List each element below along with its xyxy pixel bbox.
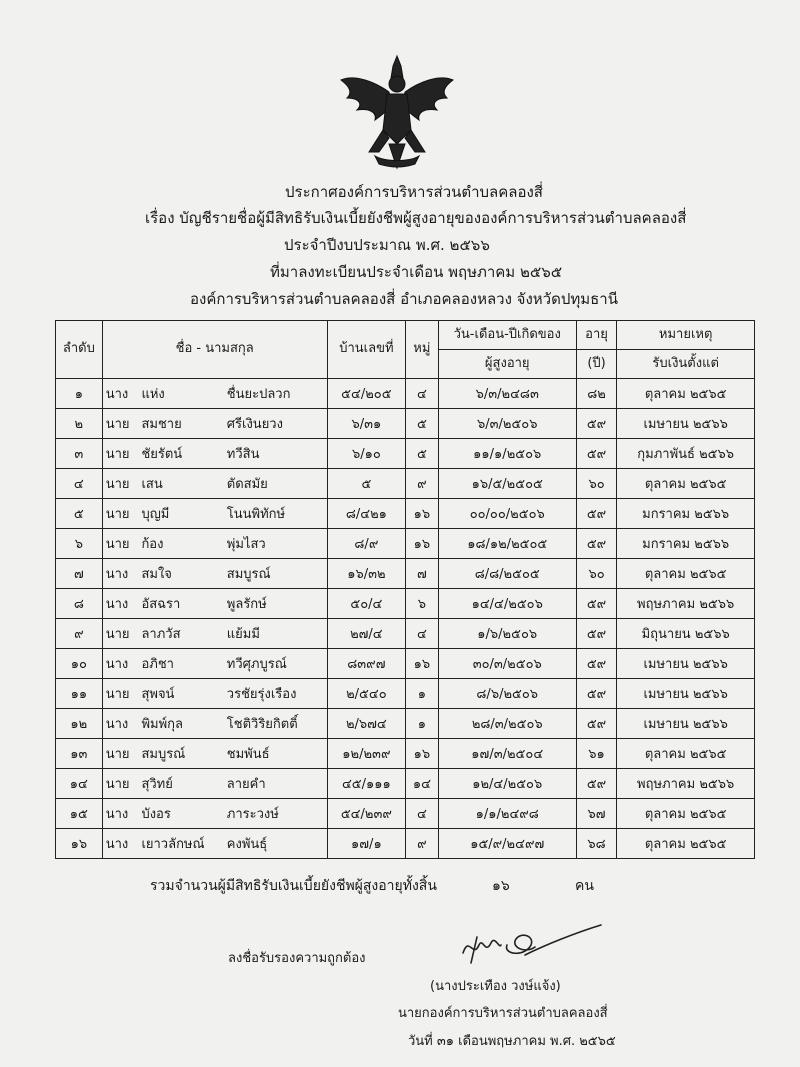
cell-title: นาย (102, 619, 138, 649)
cell-no: ๙ (56, 619, 103, 649)
cell-title: นาย (102, 769, 138, 799)
table-row (56, 589, 755, 619)
cell-no: ๑๖ (56, 829, 103, 859)
cell-age: ๕๙ (576, 649, 617, 679)
cell-dob: ๒๘/๓/๒๕๐๖ (438, 709, 576, 739)
cell-remark: ตุลาคม ๒๕๖๕ (617, 739, 755, 769)
header-fiscal-year: ประจำปีงบประมาณ พ.ศ. ๒๕๖๖ (284, 236, 490, 254)
col-age-header: อายุ (576, 321, 617, 350)
cell-remark: ตุลาคม ๒๕๖๕ (617, 799, 755, 829)
cell-remark: กุมภาพันธ์ ๒๕๖๖ (617, 439, 755, 469)
cell-moo: ๑๖ (406, 499, 439, 529)
cell-first-name: เยาวลักษณ์ (138, 829, 223, 859)
table-row (56, 679, 755, 709)
cell-remark: มกราคม ๒๕๖๖ (617, 499, 755, 529)
cell-no: ๔ (56, 469, 103, 499)
summary-unit: คน (575, 878, 594, 894)
cell-no: ๑ (56, 379, 103, 409)
cell-title: นาย (102, 439, 138, 469)
cell-title: นาย (102, 529, 138, 559)
cell-moo: ๑๖ (406, 739, 439, 769)
col-remark-header: หมายเหตุ (617, 321, 755, 350)
cell-age: ๕๙ (576, 499, 617, 529)
cell-dob: ๖/๓/๒๔๘๓ (438, 379, 576, 409)
cell-dob: ๑๕/๙/๒๔๙๗ (438, 829, 576, 859)
cell-last-name: โชติวิริยกิตติ์ (224, 709, 327, 739)
table-row (56, 469, 755, 499)
table-body (56, 379, 755, 859)
cell-title: นาง (102, 829, 138, 859)
cell-title: นาง (102, 559, 138, 589)
cell-remark: เมษายน ๒๕๖๖ (617, 649, 755, 679)
col-age-header-2: (ปี) (576, 350, 617, 379)
cell-title: นาง (102, 589, 138, 619)
cell-house-no: ๖/๓๑ (327, 409, 405, 439)
cell-age: ๕๙ (576, 709, 617, 739)
cell-last-name: คงพันธุ์ (224, 829, 327, 859)
cell-dob: ๑๗/๓/๒๕๐๔ (438, 739, 576, 769)
table-row (56, 709, 755, 739)
cell-dob: ๑/๑/๒๔๙๘ (438, 799, 576, 829)
cell-title: นาง (102, 799, 138, 829)
cell-moo: ๕ (406, 409, 439, 439)
cell-last-name: ทวีสิน (224, 439, 327, 469)
signature-date: วันที่ ๓๑ เดือนพฤษภาคม พ.ศ. ๒๕๖๕ (408, 1034, 616, 1049)
cell-no: ๑๔ (56, 769, 103, 799)
header-subject: เรื่อง บัญชีรายชื่อผู้มีสิทธิรับเงินเบี้ยยังชีพผู้สูงอายุขององค์การบริหารส่วนตำบลคลองสี่ (145, 209, 687, 227)
cell-last-name: โนนพิทักษ์ (224, 499, 327, 529)
cell-dob: ๖/๓/๒๕๐๖ (438, 409, 576, 439)
table-row (56, 529, 755, 559)
cell-last-name: ลายคำ (224, 769, 327, 799)
cell-house-no: ๔๕/๑๑๑ (327, 769, 405, 799)
cell-no: ๑๓ (56, 739, 103, 769)
table-row (56, 379, 755, 409)
cell-moo: ๑ (406, 709, 439, 739)
cell-first-name: แห่ง (138, 379, 223, 409)
cell-title: นาย (102, 409, 138, 439)
cell-no: ๖ (56, 529, 103, 559)
cell-first-name: อัสฉรา (138, 589, 223, 619)
cell-no: ๘ (56, 589, 103, 619)
cell-last-name: วรชัยรุ่งเรือง (224, 679, 327, 709)
cell-moo: ๑ (406, 679, 439, 709)
cell-first-name: สมใจ (138, 559, 223, 589)
cell-moo: ๑๖ (406, 649, 439, 679)
cell-age: ๖๗ (576, 799, 617, 829)
col-moo-header: หมู่ (406, 321, 439, 379)
cell-house-no: ๕ (327, 469, 405, 499)
garuda-emblem-icon (335, 52, 460, 170)
cell-title: นาย (102, 679, 138, 709)
table-row (56, 739, 755, 769)
cell-remark: ตุลาคม ๒๕๖๕ (617, 469, 755, 499)
cell-no: ๒ (56, 409, 103, 439)
cell-house-no: ๕๔/๒๐๕ (327, 379, 405, 409)
table-row (56, 439, 755, 469)
cell-house-no: ๑๒/๒๓๙ (327, 739, 405, 769)
cell-no: ๑๐ (56, 649, 103, 679)
cell-dob: ๑๒/๔/๒๕๐๖ (438, 769, 576, 799)
cell-first-name: สมบูรณ์ (138, 739, 223, 769)
cell-last-name: ชมพันธ์ (224, 739, 327, 769)
cell-first-name: บุญมี (138, 499, 223, 529)
col-dob-header-2: ผู้สูงอายุ (438, 350, 576, 379)
cell-no: ๑๕ (56, 799, 103, 829)
cell-house-no: ๒๗/๔ (327, 619, 405, 649)
cell-age: ๖๐ (576, 469, 617, 499)
header-location: องค์การบริหารส่วนตำบลคลองสี่ อำเภอคลองหลวง จังหวัดปทุมธานี (190, 290, 618, 308)
cell-last-name: ศรีเงินยวง (224, 409, 327, 439)
cell-remark: พฤษภาคม ๒๕๖๖ (617, 769, 755, 799)
table-header-row (56, 321, 755, 350)
cell-house-no: ๑๗/๑ (327, 829, 405, 859)
cell-no: ๗ (56, 559, 103, 589)
cell-title: นาง (102, 709, 138, 739)
cell-no: ๓ (56, 439, 103, 469)
cell-remark: เมษายน ๒๕๖๖ (617, 679, 755, 709)
cell-remark: พฤษภาคม ๒๕๖๖ (617, 589, 755, 619)
cell-moo: ๕ (406, 439, 439, 469)
cell-title: นาง (102, 649, 138, 679)
cell-last-name: ตัดสมัย (224, 469, 327, 499)
cell-remark: เมษายน ๒๕๖๖ (617, 409, 755, 439)
cell-dob: ๑๔/๔/๒๕๐๖ (438, 589, 576, 619)
cell-first-name: สุวิทย์ (138, 769, 223, 799)
cell-first-name: อภิชา (138, 649, 223, 679)
cell-last-name: พุ่มไสว (224, 529, 327, 559)
cell-house-no: ๕๔/๒๓๙ (327, 799, 405, 829)
cell-last-name: แย้มมี (224, 619, 327, 649)
table-row (56, 409, 755, 439)
cell-moo: ๑๖ (406, 529, 439, 559)
cell-no: ๑๑ (56, 679, 103, 709)
table-row (56, 829, 755, 859)
cell-no: ๕ (56, 499, 103, 529)
cell-age: ๕๙ (576, 589, 617, 619)
cell-moo: ๙ (406, 469, 439, 499)
header-org-title: ประกาศองค์การบริหารส่วนตำบลคลองสี่ (285, 183, 543, 201)
table-row (56, 499, 755, 529)
cell-first-name: พิมพ์กุล (138, 709, 223, 739)
cell-house-no: ๒/๕๔๐ (327, 679, 405, 709)
cell-remark: มกราคม ๒๕๖๖ (617, 529, 755, 559)
cell-age: ๕๙ (576, 409, 617, 439)
col-name-header: ชื่อ - นามสกุล (102, 321, 327, 379)
cell-no: ๑๒ (56, 709, 103, 739)
cell-last-name: ชื่นยะปลวก (224, 379, 327, 409)
col-remark-header-2: รับเงินตั้งแต่ (617, 350, 755, 379)
cell-age: ๕๙ (576, 679, 617, 709)
cell-age: ๖๘ (576, 829, 617, 859)
cell-title: นาง (102, 379, 138, 409)
cell-house-no: ๕๐/๔ (327, 589, 405, 619)
table-row (56, 649, 755, 679)
cell-age: ๖๑ (576, 739, 617, 769)
cell-moo: ๔ (406, 799, 439, 829)
summary-count: ๑๖ (492, 878, 510, 894)
table-row (56, 799, 755, 829)
cell-moo: ๔ (406, 379, 439, 409)
table-row (56, 559, 755, 589)
table-row (56, 619, 755, 649)
cell-first-name: ลาภวัส (138, 619, 223, 649)
cell-remark: เมษายน ๒๕๖๖ (617, 709, 755, 739)
cell-age: ๕๙ (576, 619, 617, 649)
cell-dob: ๑/๖/๒๕๐๖ (438, 619, 576, 649)
cell-dob: ๑๖/๕/๒๕๐๕ (438, 469, 576, 499)
cell-house-no: ๘๓๙๗ (327, 649, 405, 679)
cell-house-no: ๖/๑๐ (327, 439, 405, 469)
cell-dob: ๘/๖/๒๕๐๖ (438, 679, 576, 709)
cell-first-name: บังอร (138, 799, 223, 829)
cell-moo: ๔ (406, 619, 439, 649)
beneficiary-table (55, 320, 755, 859)
cell-age: ๕๙ (576, 439, 617, 469)
col-dob-header: วัน-เดือน-ปีเกิดของ (438, 321, 576, 350)
cell-last-name: ภาระวงษ์ (224, 799, 327, 829)
cell-first-name: สมชาย (138, 409, 223, 439)
cell-last-name: ทวีศุภบูรณ์ (224, 649, 327, 679)
cell-remark: ตุลาคม ๒๕๖๕ (617, 829, 755, 859)
header-registration-month: ที่มาลงทะเบียนประจำเดือน พฤษภาคม ๒๕๖๕ (270, 263, 563, 281)
cell-age: ๕๙ (576, 529, 617, 559)
cell-title: นาย (102, 739, 138, 769)
cell-moo: ๗ (406, 559, 439, 589)
cell-first-name: สุพจน์ (138, 679, 223, 709)
handwritten-signature-icon (455, 915, 605, 970)
cell-house-no: ๒/๖๗๔ (327, 709, 405, 739)
cell-age: ๖๐ (576, 559, 617, 589)
cell-title: นาย (102, 469, 138, 499)
signer-position: นายกองค์การบริหารส่วนตำบลคลองสี่ (398, 1006, 608, 1021)
cell-moo: ๑๔ (406, 769, 439, 799)
cell-dob: ๑๘/๑๒/๒๕๐๕ (438, 529, 576, 559)
table-row (56, 769, 755, 799)
cell-age: ๘๒ (576, 379, 617, 409)
cell-house-no: ๘/๙ (327, 529, 405, 559)
cell-title: นาย (102, 499, 138, 529)
cell-house-no: ๘/๔๒๑ (327, 499, 405, 529)
cell-remark: ตุลาคม ๒๕๖๕ (617, 379, 755, 409)
cell-dob: ๓๐/๓/๒๕๐๖ (438, 649, 576, 679)
cell-dob: ๑๑/๑/๒๕๐๖ (438, 439, 576, 469)
signer-name: (นางประเทือง วงษ์แจ้ง) (430, 979, 561, 994)
cell-dob: ๐๐/๐๐/๒๕๐๖ (438, 499, 576, 529)
col-house-header: บ้านเลขที่ (327, 321, 405, 379)
cell-first-name: ชัยรัตน์ (138, 439, 223, 469)
cell-first-name: เสน (138, 469, 223, 499)
summary-label: รวมจำนวนผู้มีสิทธิรับเงินเบี้ยยังชีพผู้สูงอายุทั้งสิ้น (150, 878, 437, 894)
cell-moo: ๖ (406, 589, 439, 619)
cell-first-name: ก้อง (138, 529, 223, 559)
col-no-header: ลำดับ (56, 321, 103, 379)
certify-label: ลงชื่อรับรองความถูกต้อง (228, 951, 366, 966)
cell-last-name: พูลรักษ์ (224, 589, 327, 619)
cell-moo: ๙ (406, 829, 439, 859)
cell-dob: ๘/๘/๒๕๐๕ (438, 559, 576, 589)
cell-age: ๕๙ (576, 769, 617, 799)
cell-remark: ตุลาคม ๒๕๖๕ (617, 559, 755, 589)
cell-remark: มิถุนายน ๒๕๖๖ (617, 619, 755, 649)
cell-last-name: สมบูรณ์ (224, 559, 327, 589)
cell-house-no: ๑๖/๓๒ (327, 559, 405, 589)
